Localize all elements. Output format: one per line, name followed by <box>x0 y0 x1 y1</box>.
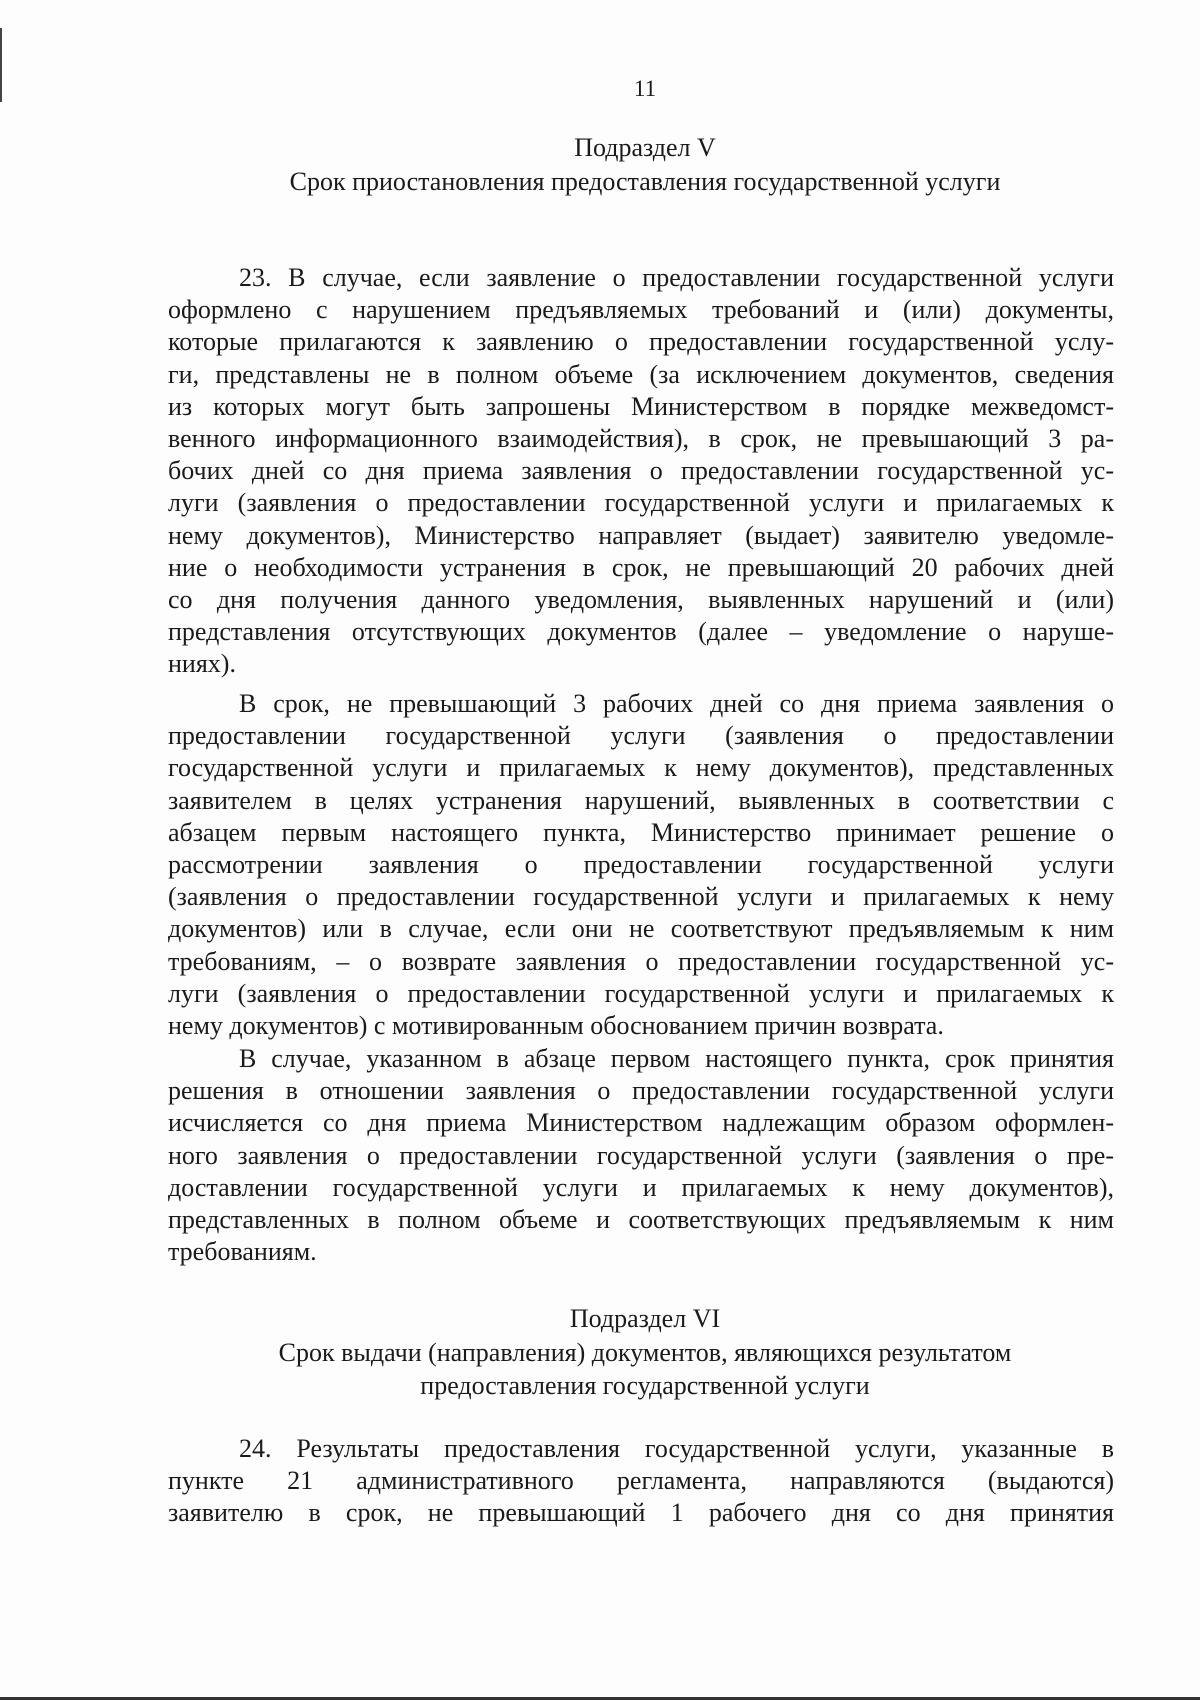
paragraph-23-2 <box>168 688 1114 1042</box>
text-line: предоставлении государственной услуги (заявления о предоставлении <box>168 721 1114 751</box>
text-line: 24. Результаты предоставления государственной услуги, указанные в <box>239 1434 1114 1463</box>
text-line: которые прилагаются к заявлению о предоставлении государственной услу- <box>168 327 1114 357</box>
text-line: представленных в полном объеме и соответствующих предъявляемым к ним <box>168 1205 1114 1235</box>
text-line: нему документов), Министерство направляет (выдает) заявителю уведомле- <box>168 520 1114 550</box>
text-line: ние о необходимости устранения в срок, не превышающий 20 рабочих дней <box>168 552 1114 582</box>
paragraph-23-1 <box>168 262 1114 681</box>
text-line: рассмотрении заявления о предоставлении государственной услуги <box>168 850 1114 880</box>
page-number: 11 <box>633 76 657 101</box>
text-line: представления отсутствующих документов (далее – уведомление о наруше- <box>168 617 1114 647</box>
text-line: решения в отношении заявления о предоставлении государственной услуги <box>168 1076 1114 1106</box>
text-line: венного информационного взаимодействия), в срок, не превышающий 3 ра- <box>168 424 1114 454</box>
text-line: заявителем в целях устранения нарушений, выявленных в соответствии с <box>168 785 1114 815</box>
text-line: исчисляется со дня приема Министерством надлежащим образом оформлен- <box>168 1108 1114 1138</box>
text-line: из которых могут быть запрошены Министерством в порядке межведомст- <box>168 391 1114 421</box>
paragraph-23-2-text <box>168 688 1114 1042</box>
text-line: (заявления о предоставлении государственной услуги и прилагаемых к нему <box>168 882 1114 912</box>
section-6-title: Подраздел VI <box>569 1304 721 1333</box>
text-line: ного заявления о предоставлении государственной услуги (заявления о пре- <box>168 1140 1114 1170</box>
section-5-title: Подраздел V <box>574 133 716 162</box>
text-line: требованиям, – о возврате заявления о предоставлении государственной ус- <box>168 946 1114 976</box>
paragraph-23-3-text <box>168 1043 1114 1268</box>
paragraph-23-1-text <box>168 262 1114 681</box>
text-line: луги (заявления о предоставлении государственной услуги и прилагаемых к <box>168 978 1114 1008</box>
text-line: требованиям. <box>168 1237 317 1267</box>
text-line: бочих дней со дня приема заявления о предоставлении государственной ус- <box>168 456 1114 486</box>
text-line: пункте 21 административного регламента, направляются (выдаются) <box>168 1466 1114 1496</box>
text-line: 23. В случае, если заявление о предоставлении государственной услуги <box>239 263 1114 292</box>
text-line: документов) или в случае, если они не соответствуют предъявляемым к ним <box>168 914 1114 944</box>
section-6-subtitle-line-2: предоставления государственной услуги <box>420 1371 870 1400</box>
paragraph-24 <box>168 1433 1114 1530</box>
text-line: государственной услуги и прилагаемых к нему документов), представленных <box>168 753 1114 783</box>
text-line: оформлено с нарушением предъявляемых требований и (или) документы, <box>168 295 1114 325</box>
text-line: со дня получения данного уведомления, выявленных нарушений и (или) <box>168 585 1114 615</box>
text-line: луги (заявления о предоставлении государственной услуги и прилагаемых к <box>168 488 1114 518</box>
text-line: нему документов) с мотивированным обоснованием причин возврата. <box>168 1011 944 1041</box>
paragraph-23-3 <box>168 1043 1114 1268</box>
section-6-subtitle-line-1: Срок выдачи (направления) документов, являющихся результатом <box>278 1338 1012 1367</box>
text-line: ги, представлены не в полном объеме (за исключением документов, сведения <box>168 359 1114 389</box>
section-5-subtitle: Срок приостановления предоставления государственной услуги <box>289 167 1001 196</box>
text-line: доставлении государственной услуги и прилагаемых к нему документов), <box>168 1172 1114 1202</box>
text-line: В срок, не превышающий 3 рабочих дней со дня приема заявления о <box>239 689 1114 718</box>
text-line: В случае, указанном в абзаце первом настоящего пункта, срок принятия <box>239 1044 1114 1073</box>
text-line: абзацем первым настоящего пункта, Министерство принимает решение о <box>168 817 1114 847</box>
text-line: ниях). <box>168 649 236 679</box>
paragraph-24-text <box>168 1433 1114 1530</box>
text-line: заявителю в срок, не превышающий 1 рабочего дня со дня принятия <box>168 1498 1114 1528</box>
